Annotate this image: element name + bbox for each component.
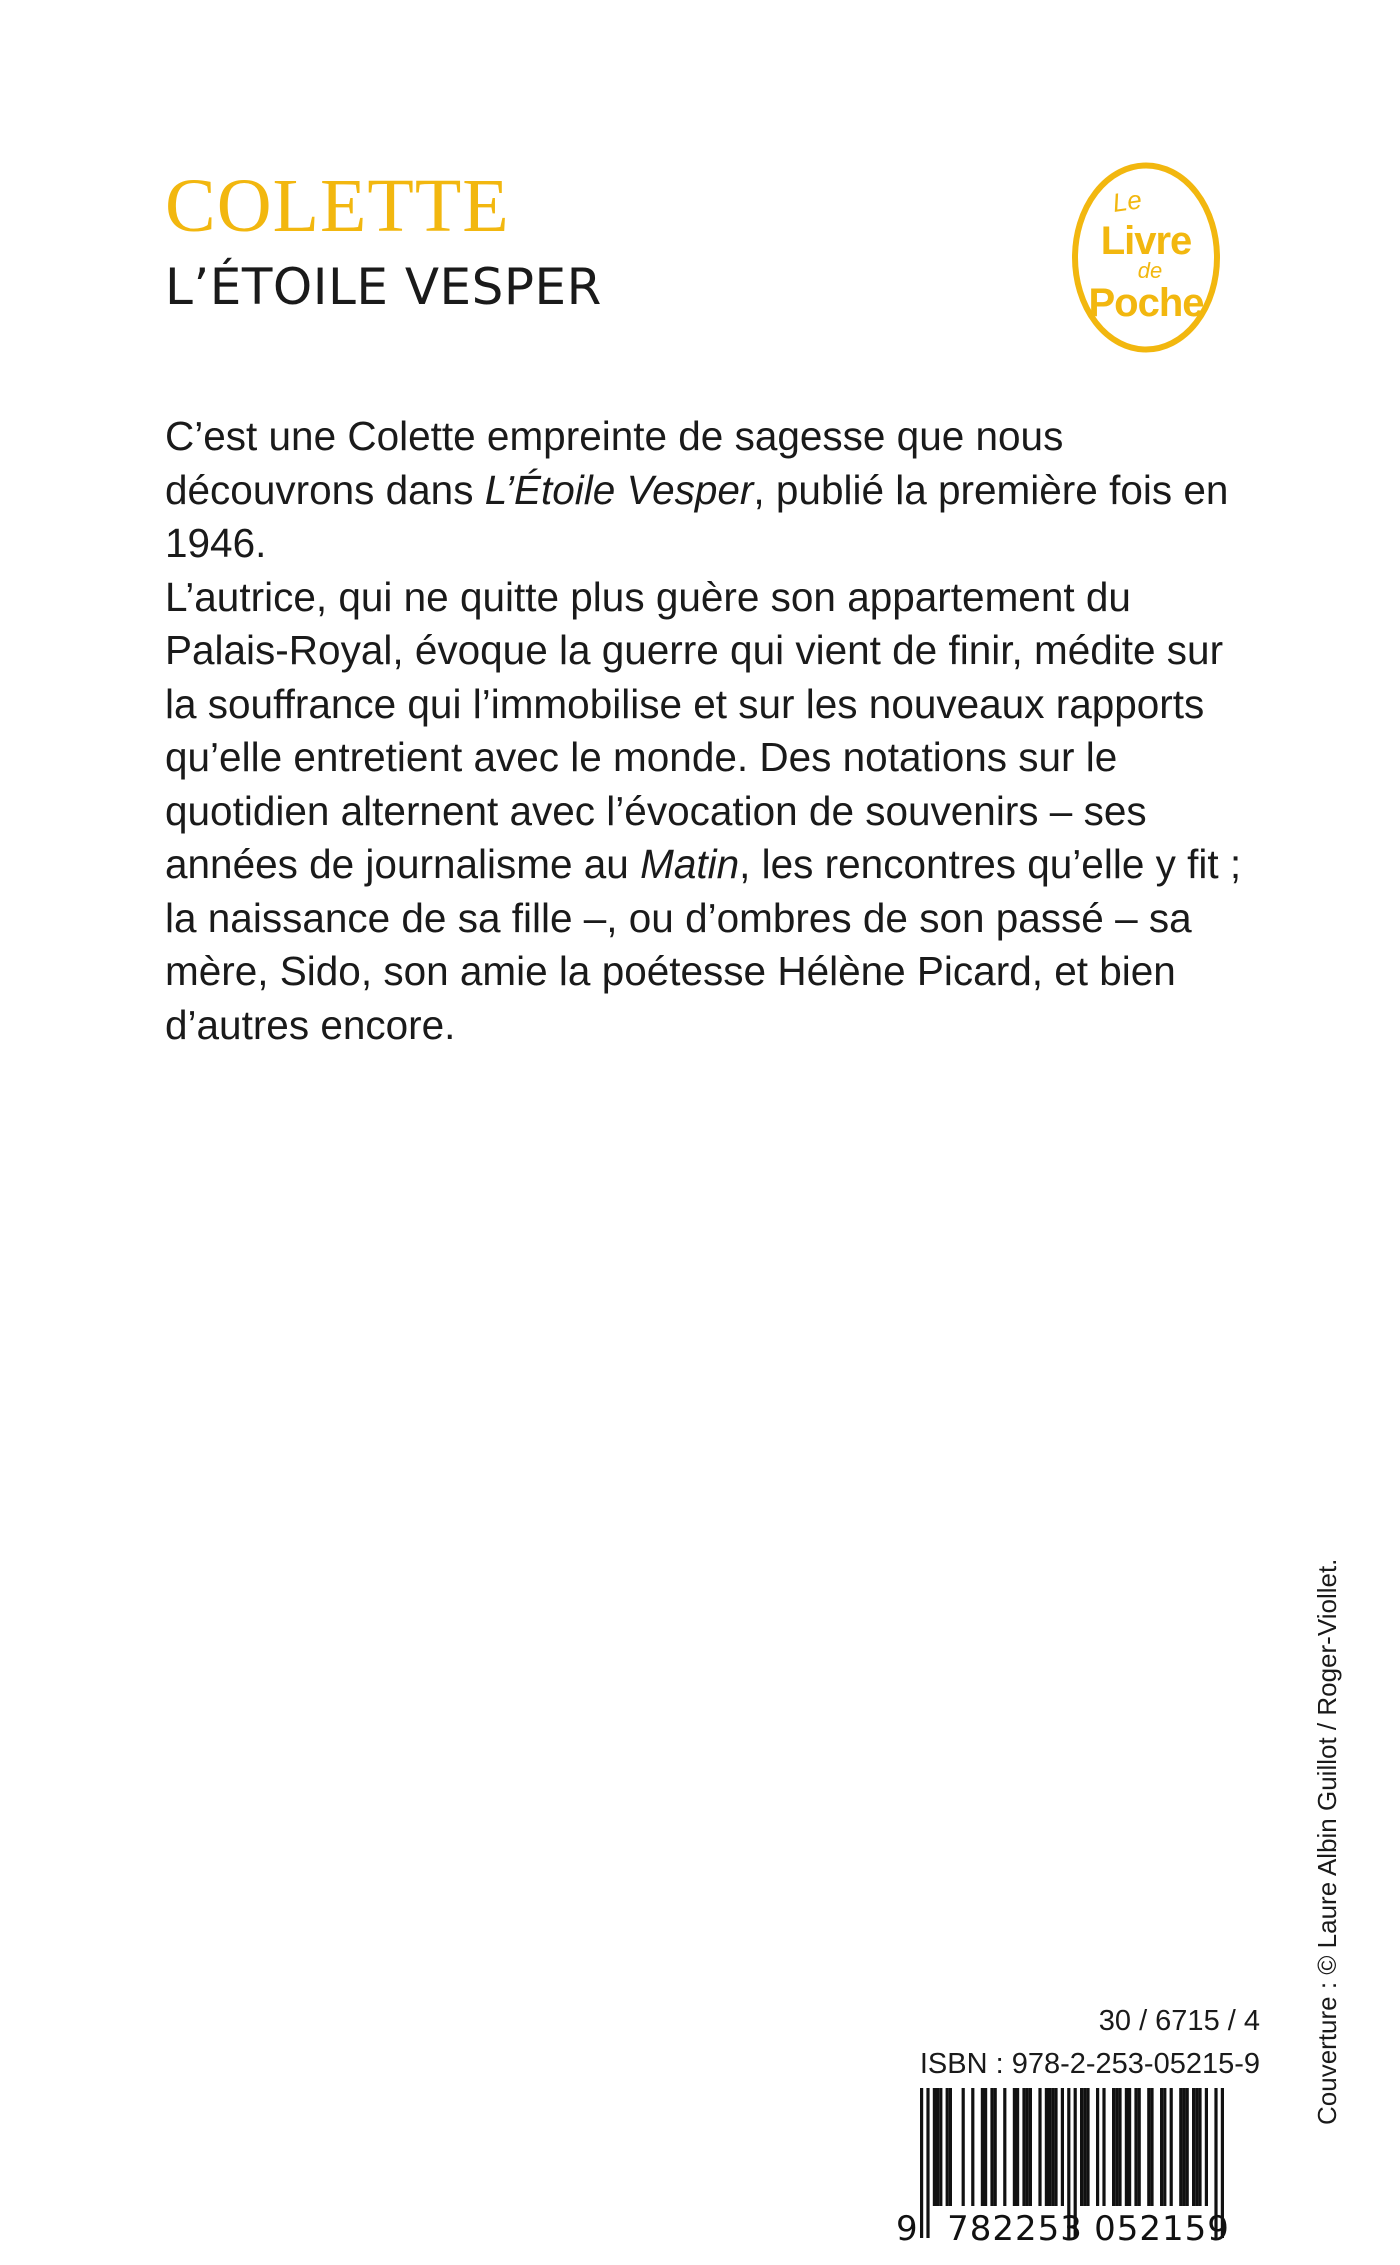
barcode-bar <box>1125 2088 1128 2206</box>
barcode-bar <box>1061 2088 1064 2206</box>
logo-word-livre: Livre <box>1100 219 1192 263</box>
barcode-bar <box>1083 2088 1086 2206</box>
barcode-bar <box>1016 2088 1019 2206</box>
barcode-left-group: 782253 <box>947 2209 1083 2248</box>
isbn-number: ISBN : 978-2-253-05215-9 <box>919 2048 1260 2080</box>
barcode-bar <box>1128 2088 1131 2206</box>
barcode-bar <box>962 2088 965 2206</box>
blurb-paragraph-2 <box>165 571 1255 1053</box>
barcode-bar <box>994 2088 997 2206</box>
barcode-bar <box>936 2088 939 2206</box>
barcode-bar <box>1086 2088 1089 2206</box>
barcode-bar <box>926 2088 929 2238</box>
barcode-bar <box>1048 2088 1051 2206</box>
barcode-bar <box>1163 2088 1166 2206</box>
barcode-bar <box>984 2088 987 2206</box>
blurb-text: L’autrice, qui ne quitte plus guère son appartement du Palais-Royal, évoque la guerre qui vient de finir, médite sur la souffrance qui l’immobilise et sur les nouveaux rapports qu’elle entretient avec le monde. Des notations sur le quotidien alternent avec l’évocation de souvenirs – ses années de journalisme au <box>165 573 1224 887</box>
barcode-bar <box>990 2088 993 2206</box>
barcode-bar <box>920 2088 923 2238</box>
barcode-bar <box>981 2088 984 2206</box>
barcode-bar <box>1102 2088 1105 2206</box>
barcode-bar <box>1051 2088 1054 2206</box>
logo-word-poche: Poche <box>1088 281 1204 325</box>
barcode-bar <box>1182 2088 1185 2206</box>
barcode-bar <box>1138 2088 1141 2206</box>
book-title: L’ÉTOILE VESPER <box>165 258 602 316</box>
barcode-bar <box>1054 2088 1057 2206</box>
logo-word-le: Le <box>1110 184 1144 218</box>
barcode-right-group: 052159 <box>1094 2209 1230 2248</box>
barcode-bar <box>1179 2088 1182 2206</box>
barcode-bar <box>1038 2088 1041 2206</box>
barcode-bar <box>1045 2088 1048 2206</box>
livre-de-poche-logo <box>1070 160 1222 355</box>
barcode-bar <box>1134 2088 1137 2206</box>
blurb-text: , publié la première fois en 1946. <box>165 466 1229 566</box>
blurb-newspaper-title: Matin <box>640 841 740 887</box>
barcode-bar <box>1160 2088 1163 2206</box>
barcode-bar <box>1198 2088 1201 2206</box>
blurb-book-title: L’Étoile Vesper <box>484 466 754 513</box>
barcode-bar <box>1115 2088 1118 2206</box>
blurb-text: , les rencontres qu’elle y fit ; la naissance de sa fille –, ou d’ombres de son passé – sa mère, Sido, son amie la poétesse Hélène Picard, et bien d’autres encore. <box>165 841 1242 1048</box>
barcode-bar <box>1080 2088 1083 2206</box>
barcode-bar <box>1026 2088 1029 2206</box>
barcode-bar <box>1022 2088 1025 2206</box>
barcode-bar <box>1170 2088 1173 2206</box>
barcode-bar <box>1192 2088 1195 2206</box>
ean-barcode <box>890 2088 1260 2248</box>
blurb-text: C’est une Colette empreinte de sagesse que nous découvrons dans <box>165 413 1064 513</box>
barcode-bar <box>1147 2088 1150 2206</box>
logo-word-de: de <box>1137 258 1163 283</box>
barcode-bar <box>1195 2088 1198 2206</box>
back-cover-blurb <box>165 410 1255 1052</box>
author-name: COLETTE <box>165 164 510 248</box>
barcode-first-digit: 9 <box>896 2209 918 2248</box>
cover-credit: Couverture : © Laure Albin Guillot / Roger-Viollet. <box>1312 1558 1342 2125</box>
barcode-bar <box>1003 2088 1006 2206</box>
barcode-bar <box>949 2088 952 2206</box>
barcode-bar <box>971 2088 974 2206</box>
barcode-bar <box>1150 2088 1153 2206</box>
barcode-bar <box>946 2088 949 2206</box>
barcode-bar <box>1112 2088 1115 2206</box>
blurb-paragraph-1 <box>165 410 1255 571</box>
barcode-bar <box>933 2088 936 2206</box>
barcode-bar <box>1096 2088 1099 2206</box>
barcode-bar <box>1118 2088 1121 2206</box>
barcode-bar <box>1186 2088 1189 2206</box>
barcode-bar <box>1029 2088 1032 2206</box>
barcode-bar <box>939 2088 942 2206</box>
reference-number: 30 / 6715 / 4 <box>1098 2005 1260 2037</box>
barcode-bar <box>1013 2088 1016 2206</box>
barcode-bar <box>1205 2088 1208 2206</box>
